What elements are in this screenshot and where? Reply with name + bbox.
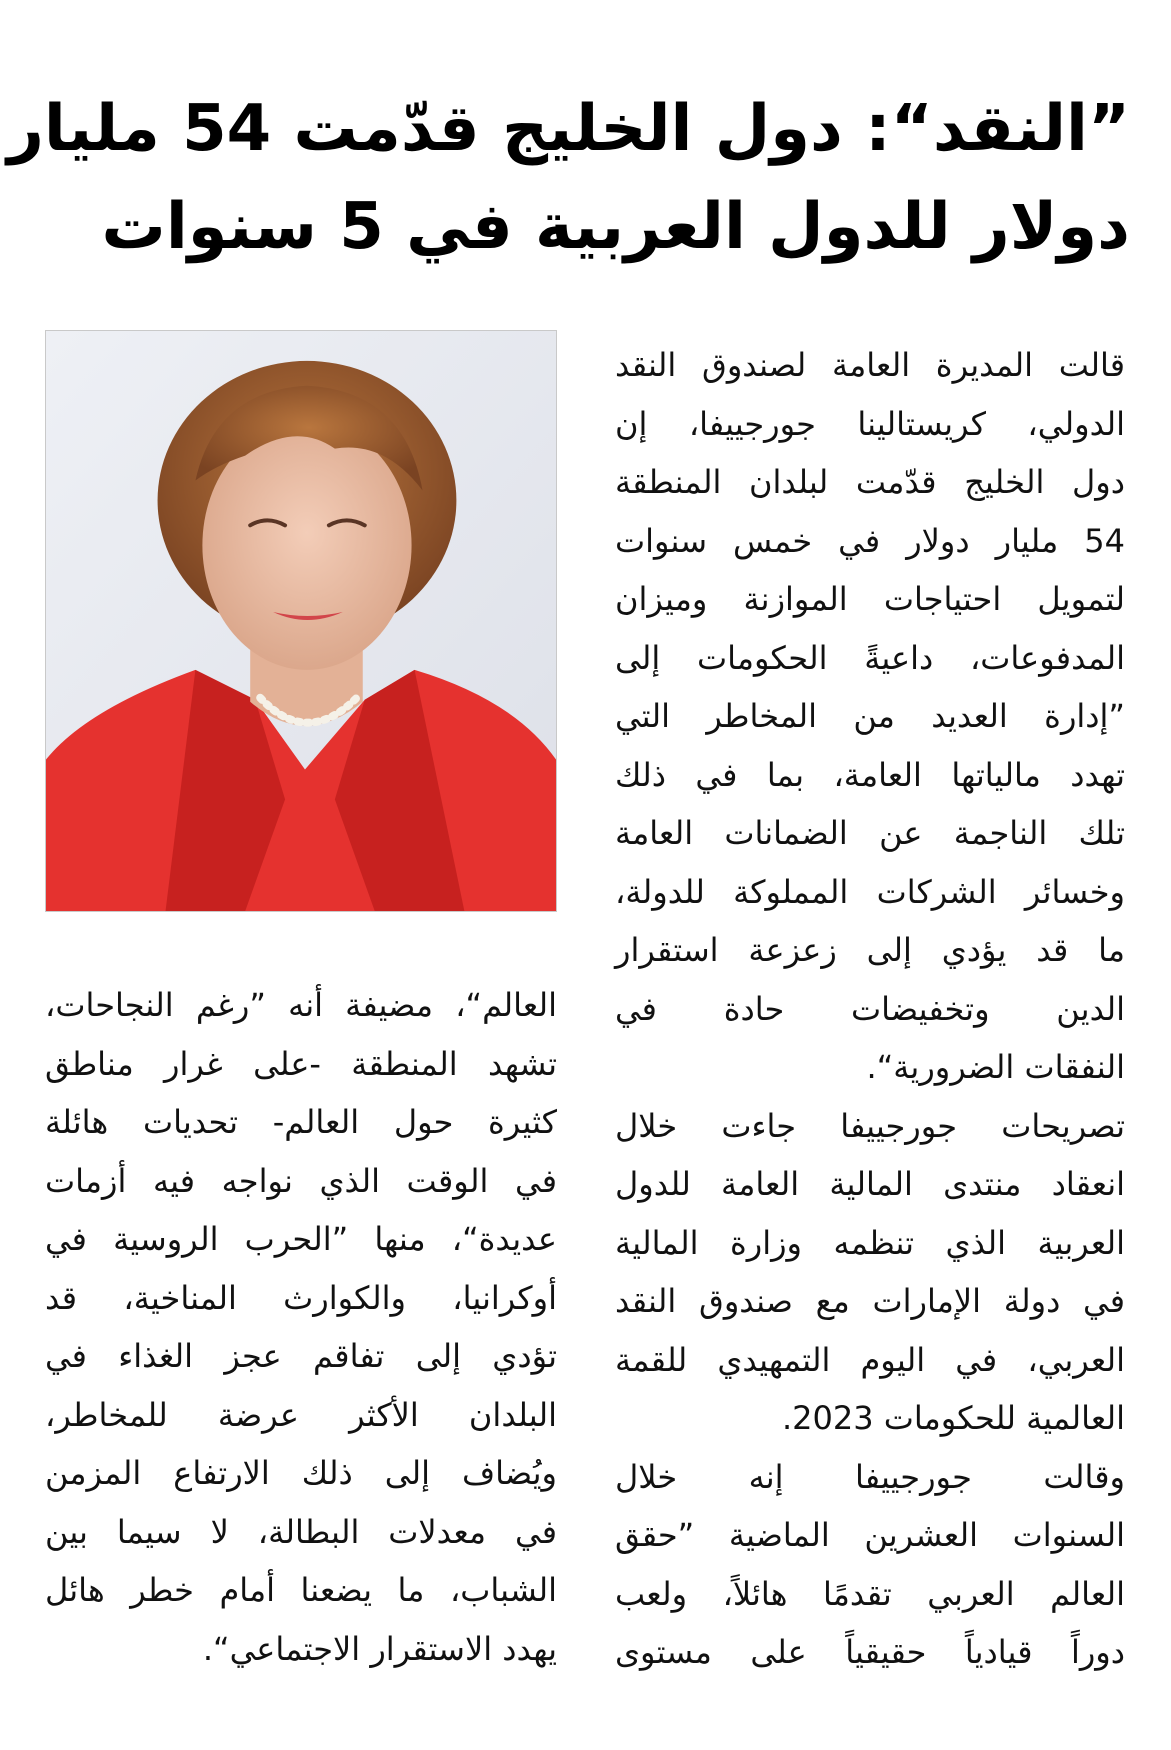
headline-line-2: دولار للدول العربية في 5 سنوات <box>101 190 1130 264</box>
article-line: وقالت جورجييفا إنه خلال <box>615 1457 1125 1496</box>
article-line: النفقات الضرورية“. <box>866 1048 1125 1086</box>
article-line: تشهد المنطقة -على غرار مناطق <box>45 1044 557 1083</box>
headline <box>7 80 1130 276</box>
article-line: ”إدارة العديد من المخاطر التي <box>615 697 1125 735</box>
article-line: الشباب، ما يضعنا أمام خطر هائل <box>45 1571 557 1609</box>
portrait-photo <box>45 330 557 912</box>
article-line: لتمويل احتياجات الموازنة وميزان <box>615 580 1125 618</box>
article-line: كثيرة حول العالم- تحديات هائلة <box>45 1103 557 1141</box>
article-line: ويُضاف إلى ذلك الارتفاع المزمن <box>45 1454 557 1492</box>
article-line: في الوقت الذي نواجه فيه أزمات <box>45 1161 557 1200</box>
article-line: أوكرانيا، والكوارث المناخية، قد <box>45 1278 557 1317</box>
article-line: تصريحات جورجييفا جاءت خلال <box>615 1106 1125 1145</box>
article-column-right <box>615 336 1125 1682</box>
article-line: في معدلات البطالة، لا سيما بين <box>45 1512 557 1551</box>
article-line: الدولي، كريستالينا جورجييفا، إن <box>615 404 1125 443</box>
article-line: 54 مليار دولار في خمس سنوات <box>615 521 1125 560</box>
article-line: العالمية للحكومات 2023. <box>781 1399 1125 1437</box>
article-line: العربي، في اليوم التمهيدي للقمة <box>615 1340 1125 1379</box>
article-line: وخسائر الشركات المملوكة للدولة، <box>615 872 1125 911</box>
article-line: عديدة“، منها ”الحرب الروسية في <box>45 1220 557 1258</box>
article-line: تؤدي إلى تفاقم عجز الغذاء في <box>45 1337 557 1375</box>
article-line: قالت المديرة العامة لصندوق النقد <box>615 346 1125 384</box>
article-line: المدفوعات، داعيةً الحكومات إلى <box>615 638 1125 677</box>
article-line: دول الخليج قدّمت لبلدان المنطقة <box>615 463 1125 501</box>
article-column-left <box>45 976 557 1678</box>
article-line: ما قد يؤدي إلى زعزعة استقرار <box>615 931 1125 969</box>
article-line: انعقاد منتدى المالية العامة للدول <box>615 1165 1125 1203</box>
article-line: العالم العربي تقدمًا هائلاً، ولعب <box>615 1574 1125 1613</box>
headline-line-1: ”النقد“: دول الخليج قدّمت 54 مليار <box>7 92 1130 166</box>
article-line: دوراً قيادياً حقيقياً على مستوى <box>615 1633 1125 1671</box>
article-line: السنوات العشرين الماضية ”حقق <box>615 1516 1125 1554</box>
portrait-photo-icon <box>46 331 556 911</box>
article-line: تهدد مالياتها العامة، بما في ذلك <box>615 755 1125 794</box>
article-line: تلك الناجمة عن الضمانات العامة <box>615 814 1125 852</box>
article-line: العالم“، مضيفة أنه ”رغم النجاحات، <box>45 986 557 1024</box>
article-line: يهدد الاستقرار الاجتماعي“. <box>202 1629 557 1668</box>
article-line: في دولة الإمارات مع صندوق النقد <box>615 1282 1125 1320</box>
article-line: الدين وتخفيضات حادة في <box>615 989 1125 1028</box>
article-line: البلدان الأكثر عرضة للمخاطر، <box>45 1395 557 1434</box>
article-line: العربية الذي تنظمه وزارة المالية <box>615 1223 1125 1262</box>
